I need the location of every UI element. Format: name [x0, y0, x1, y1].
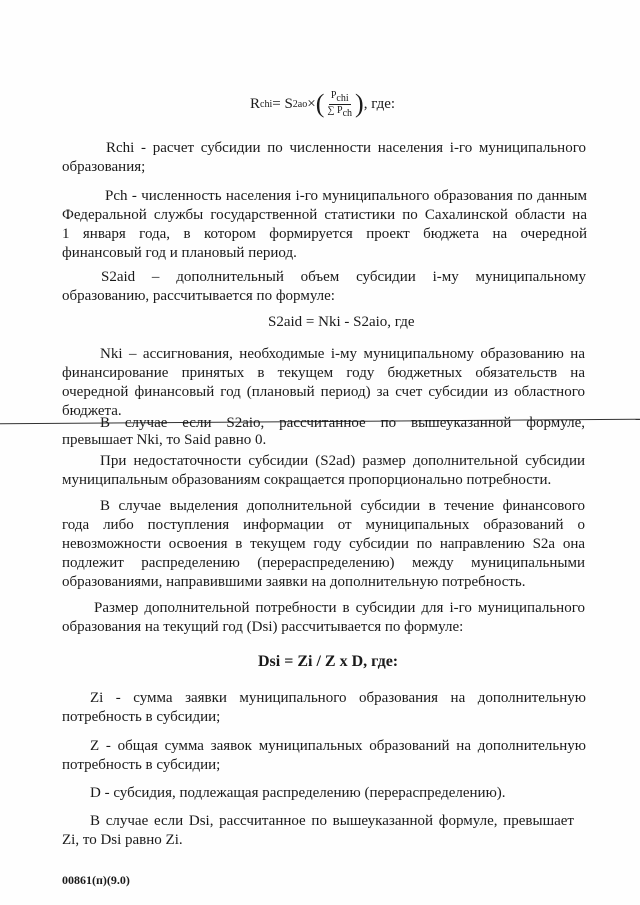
text-line: финансирование принятых в текущем году бюджетных обязательств на — [62, 365, 585, 381]
text-line: образованию, рассчитывается по формуле: — [62, 288, 335, 304]
text-line: года либо поступления информации от муниципальных образований о — [62, 517, 585, 533]
text-line: В случае выделения дополнительной субсидии в течение финансового — [100, 498, 585, 514]
text-line: В случае если S2aio, рассчитанное по вышеуказанной формуле, — [100, 415, 585, 431]
formula-s-sub: 2ao — [292, 98, 308, 110]
text-line: образованиями, направившими заявки на дополнительную потребность. — [62, 574, 526, 590]
text-line: потребность в субсидии; — [62, 757, 221, 773]
text-line: финансовый год и плановый период. — [62, 245, 297, 261]
formula-times: × — [307, 95, 316, 112]
formula-tail: , где: — [363, 95, 396, 112]
text-line: Pch - численность населения i-го муниципального образования по данным — [105, 188, 587, 204]
text-line: S2aid – дополнительный объем субсидии i-му муниципальному — [101, 269, 586, 285]
text-line: подлежит распределению (перераспределению) между муниципальными — [62, 555, 585, 571]
formula-denominator: ∑ $P_{ch}$ — [327, 104, 353, 119]
formula-fraction — [325, 90, 354, 119]
text-line: Размер дополнительной потребности в субсидии для i-го муниципального — [94, 600, 585, 616]
text-line: очередной финансовый год (плановый период) за счет субсидии из областного — [62, 384, 585, 400]
text-line: бюджета. — [62, 403, 122, 419]
text-line: D - субсидия, подлежащая распределению (перераспределению). — [90, 785, 506, 801]
text-line: В случае если Dsi, рассчитанное по вышеуказанной формуле, превышает — [90, 813, 574, 829]
formula-paren-left: ( — [315, 89, 325, 118]
formula-eq: = S — [272, 95, 293, 112]
formula-paren-right: ) — [355, 89, 364, 118]
text-line: потребность в субсидии; — [62, 709, 221, 725]
text-line: Федеральной службы государственной статистики по Сахалинской области на — [62, 207, 587, 223]
document-code: 00861(п)(9.0) — [62, 873, 130, 887]
text-line: Rchi - расчет субсидии по численности населения i-го муниципального — [106, 140, 586, 156]
formula-lhs-sub: chi — [260, 98, 273, 110]
text-line: Nki – ассигнования, необходимые i-му муниципальному образованию на — [100, 346, 585, 362]
text-line: Zi - сумма заявки муниципального образования на дополнительную — [90, 690, 586, 706]
text-line: 1 января года, в котором формируется проект бюджета на очередной — [62, 226, 587, 242]
text-line: образования на текущий год (Dsi) рассчитывается по формуле: — [62, 619, 464, 635]
text-line: Zi, то Dsi равно Zi. — [62, 832, 183, 848]
formula-numerator: $P_{chi}$ — [330, 89, 349, 104]
text-line: образования; — [62, 159, 146, 175]
s2aid-formula: S2aid = Nki - S2aio, где — [268, 314, 415, 330]
text-line: При недостаточности субсидии (S2ad) размер дополнительной субсидии — [100, 453, 585, 469]
text-line: невозможности освоения в текущем году субсидии по направлению S2a она — [62, 536, 585, 552]
formula-lhs: R — [250, 95, 261, 112]
text-line: Z - общая сумма заявок муниципальных образований на дополнительную — [90, 738, 586, 754]
text-line: муниципальным образованиям сокращается пропорционально потребности. — [62, 472, 552, 488]
dsi-formula: Dsi = Zi / Z x D, где: — [258, 653, 399, 670]
text-line: превышает Nki, то Said равно 0. — [62, 432, 267, 448]
rchi-formula — [250, 84, 395, 124]
